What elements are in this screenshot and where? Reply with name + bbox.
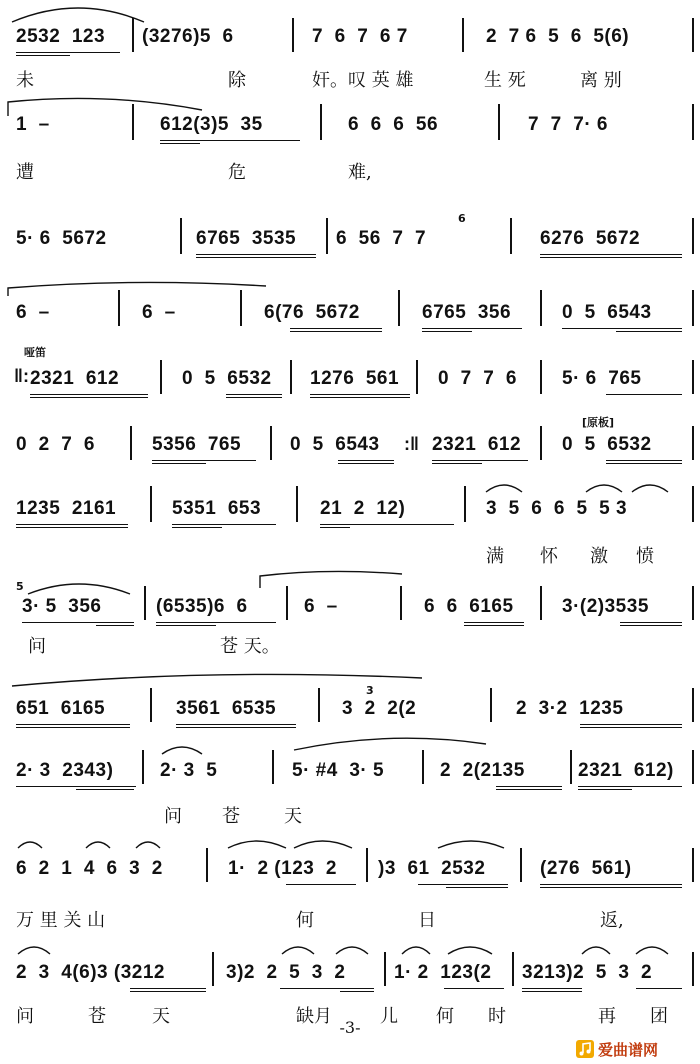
measure-notes: 6765 356 [422, 302, 512, 323]
underline [16, 786, 136, 787]
music-note-icon [576, 1040, 594, 1058]
underline [152, 460, 256, 461]
underline [172, 524, 276, 525]
underline [464, 622, 524, 623]
slur [580, 942, 680, 956]
barline [398, 290, 400, 326]
measure-notes: 6 – [142, 302, 176, 323]
underline [16, 527, 128, 528]
underline [16, 52, 120, 53]
barline [462, 18, 464, 52]
underline [580, 724, 682, 725]
lyric: 时 [488, 1006, 506, 1027]
barline [540, 426, 542, 460]
lyric: 何 [296, 910, 314, 931]
measure-notes: 6 – [16, 302, 50, 323]
underline [16, 524, 128, 525]
barline [142, 750, 144, 784]
underline [290, 331, 382, 332]
barline [540, 290, 542, 326]
barline [692, 486, 694, 522]
barline [510, 218, 512, 254]
underline [446, 887, 508, 888]
barline [270, 426, 272, 460]
measure-notes: 6 – [304, 596, 338, 617]
underline [636, 988, 682, 989]
measure-notes: 2532 123 [16, 26, 106, 47]
barline [498, 104, 500, 140]
measure-notes: 6765 3535 [196, 228, 297, 249]
underline [340, 991, 374, 992]
barline [132, 18, 134, 52]
lyric: 问 [16, 1006, 34, 1027]
barline [212, 952, 214, 986]
lyric: 愤 [636, 546, 654, 567]
underline [156, 625, 216, 626]
slur [436, 836, 506, 850]
underline [606, 463, 682, 464]
barline [130, 426, 132, 460]
barline [464, 486, 466, 522]
barline [400, 586, 402, 620]
underline [76, 789, 134, 790]
lyric: 离 别 [580, 70, 622, 91]
underline [616, 331, 682, 332]
measure-notes: 0 5 6532 [182, 368, 272, 389]
lyric: 奸。叹 英 雄 [312, 70, 414, 91]
lyric: 危 [228, 162, 246, 183]
measure-notes: 2 3·2 1235 [516, 698, 624, 719]
lyric: 苍 [222, 806, 240, 827]
underline [30, 394, 148, 395]
barline [318, 688, 320, 722]
measure-notes: 2321 612 [30, 368, 120, 389]
barline [150, 486, 152, 522]
grace-note: 3 [366, 684, 374, 697]
barline [692, 952, 694, 986]
underline [152, 463, 206, 464]
underline [432, 463, 482, 464]
lyric: 难, [348, 162, 372, 183]
lyric: 满 [486, 546, 504, 567]
barline [292, 18, 294, 52]
lyric: 未 [16, 70, 34, 91]
measure-notes: 3 2 2(2 [342, 698, 417, 719]
barline [144, 586, 146, 620]
underline [540, 884, 682, 885]
barline [320, 104, 322, 140]
underline [540, 257, 682, 258]
underline [464, 625, 524, 626]
measure-notes: (276 561) [540, 858, 632, 879]
measure-notes: 0 5 6532 [562, 434, 652, 455]
barline [540, 586, 542, 620]
barline [692, 688, 694, 722]
measure-notes: 3561 6535 [176, 698, 277, 719]
measure-notes: 1276 561 [310, 368, 400, 389]
barline [286, 586, 288, 620]
measure-notes: 7 7 7· 6 [528, 114, 608, 135]
underline [320, 527, 350, 528]
measure-notes: 6(76 5672 [264, 302, 360, 323]
tie [4, 280, 274, 300]
underline [176, 724, 296, 725]
lyric: 再 [598, 1006, 616, 1027]
measure-notes: 7 6 7 6 7 [312, 26, 408, 47]
measure-notes: )3 61 2532 [378, 858, 486, 879]
measure-notes: 2 3 4(6)3 (3212 [16, 962, 165, 983]
underline [160, 143, 200, 144]
lyric: 生 死 [484, 70, 526, 91]
watermark-text: 爱曲谱网 [598, 1040, 659, 1059]
slur [16, 942, 52, 956]
repeat-start-sign: ‖: [14, 366, 29, 386]
measure-notes: 6 2 1 4 6 3 2 [16, 858, 163, 879]
underline [444, 988, 504, 989]
underline [130, 991, 206, 992]
lyric: 返, [600, 910, 624, 931]
lyric: 天 [152, 1006, 170, 1027]
underline [320, 524, 454, 525]
underline [620, 625, 682, 626]
measure-notes: 1235 2161 [16, 498, 117, 519]
page-number: -3- [339, 1018, 361, 1037]
underline [522, 988, 582, 989]
measure-notes: 1· 2 (123 2 [228, 858, 337, 879]
slur [584, 480, 624, 494]
measure-notes: 5· 6 765 [562, 368, 642, 389]
tie [8, 672, 428, 690]
underline [540, 887, 682, 888]
underline [418, 884, 508, 885]
barline [118, 290, 120, 326]
measure-notes: 651 6165 [16, 698, 106, 719]
measure-notes: 3213)2 5 3 2 [522, 962, 653, 983]
barline [520, 848, 522, 882]
barline [570, 750, 572, 784]
barline [692, 750, 694, 784]
underline [290, 328, 382, 329]
underline [432, 460, 528, 461]
measure-notes: 21 2 12) [320, 498, 406, 519]
grace-note: 6 [458, 212, 466, 225]
barline [692, 848, 694, 882]
measure-notes: 2· 3 2343) [16, 760, 114, 781]
underline [540, 254, 682, 255]
slur [160, 742, 204, 756]
barline [692, 290, 694, 326]
lyric: 儿 [380, 1006, 398, 1027]
slur [630, 480, 670, 494]
measure-notes: 3· 5 356 [22, 596, 102, 617]
slur [24, 578, 134, 596]
slur [16, 836, 186, 850]
lyric: 万 里 关 山 [16, 910, 106, 931]
slur [226, 836, 356, 850]
barline [692, 218, 694, 254]
measure-notes: 6276 5672 [540, 228, 641, 249]
measure-notes: 2321 612) [578, 760, 674, 781]
watermark-logo [576, 1038, 694, 1060]
underline [160, 140, 300, 141]
lyric: 日 [418, 910, 436, 931]
barline [490, 688, 492, 722]
barline [132, 104, 134, 140]
barline [366, 848, 368, 882]
underline [310, 397, 410, 398]
underline [338, 463, 394, 464]
barline [692, 360, 694, 394]
underline [620, 622, 682, 623]
barline [296, 486, 298, 522]
underline [578, 786, 682, 787]
barline [272, 750, 274, 784]
measure-notes: (6535)6 6 [156, 596, 248, 617]
measure-notes: 6 6 6 56 [348, 114, 439, 135]
lyric: 激 [590, 546, 608, 567]
measure-notes: 1· 2 123(2 [394, 962, 492, 983]
underline [310, 394, 410, 395]
measure-notes: 1 – [16, 114, 50, 135]
underline [22, 622, 134, 623]
underline [30, 397, 148, 398]
measure-notes: 3 5 6 6 5 5 3 [486, 498, 628, 519]
underline [130, 988, 206, 989]
lyric: 怀 [540, 546, 558, 567]
barline [206, 848, 208, 882]
measure-notes: 2321 612 [432, 434, 522, 455]
underline [496, 789, 562, 790]
measure-notes: 0 5 6543 [562, 302, 652, 323]
underline [172, 527, 222, 528]
barline [290, 360, 292, 394]
underline [176, 727, 296, 728]
barline [540, 360, 542, 394]
barline [180, 218, 182, 254]
barline [692, 104, 694, 140]
underline [16, 727, 130, 728]
tempo-marking: [原板] [582, 416, 615, 429]
measure-notes: 2 7 6 5 6 5(6) [486, 26, 630, 47]
repeat-end-sign: :‖ [404, 434, 419, 454]
measure-notes: 5356 765 [152, 434, 242, 455]
underline [226, 394, 282, 395]
measure-notes: 0 7 7 6 [438, 368, 517, 389]
lyric: 团 [650, 1006, 668, 1027]
measure-notes: 0 5 6543 [290, 434, 380, 455]
barline [692, 586, 694, 620]
underline [338, 460, 394, 461]
barline [240, 290, 242, 326]
barline [160, 360, 162, 394]
underline [606, 460, 682, 461]
underline [156, 622, 276, 623]
underline [580, 727, 682, 728]
underline [196, 257, 316, 258]
tie [256, 570, 406, 590]
underline [16, 724, 130, 725]
measure-notes: 5· 6 5672 [16, 228, 107, 249]
underline [422, 328, 522, 329]
barline [512, 952, 514, 986]
measure-notes: 2· 3 5 [160, 760, 218, 781]
measure-notes: 5· #4 3· 5 [292, 760, 385, 781]
underline [562, 328, 682, 329]
underline [422, 331, 472, 332]
underline [522, 991, 582, 992]
underline [196, 254, 316, 255]
underline [16, 55, 70, 56]
slur [280, 942, 420, 956]
lyric: 遭 [16, 162, 34, 183]
lyric: 苍 [88, 1006, 106, 1027]
barline [384, 952, 386, 986]
underline [496, 786, 562, 787]
instrument-marking: 哑笛 [24, 346, 46, 359]
barline [416, 360, 418, 394]
lyric: 问 [164, 806, 182, 827]
underline [226, 397, 282, 398]
measure-notes: 6 6 6165 [424, 596, 514, 617]
lyric: 苍 天。 [220, 636, 280, 657]
grace-note: 5 [16, 580, 24, 593]
underline [606, 394, 682, 395]
measure-notes: 6 56 7 7 [336, 228, 427, 249]
measure-notes: 612(3)5 35 [160, 114, 263, 135]
lyric: 天 [284, 806, 302, 827]
lyric: 何 [436, 1006, 454, 1027]
lyric: 除 [228, 70, 246, 91]
lyric: 缺月 [296, 1006, 332, 1027]
slur [484, 480, 524, 494]
underline [286, 884, 356, 885]
tie [290, 734, 490, 752]
measure-notes: (3276)5 6 [142, 26, 234, 47]
barline [422, 750, 424, 784]
measure-notes: 3)2 2 5 3 2 [226, 962, 346, 983]
underline [96, 625, 134, 626]
measure-notes: 2 2(2135 [440, 760, 525, 781]
slur [400, 942, 500, 956]
measure-notes: 5351 653 [172, 498, 262, 519]
measure-notes: 0 2 7 6 [16, 434, 95, 455]
underline [578, 789, 632, 790]
barline [150, 688, 152, 722]
measure-notes: 3·(2)3535 [562, 596, 649, 617]
barline [692, 426, 694, 460]
lyric: 问 [28, 636, 46, 657]
barline [326, 218, 328, 254]
barline [692, 18, 694, 52]
underline [280, 988, 374, 989]
